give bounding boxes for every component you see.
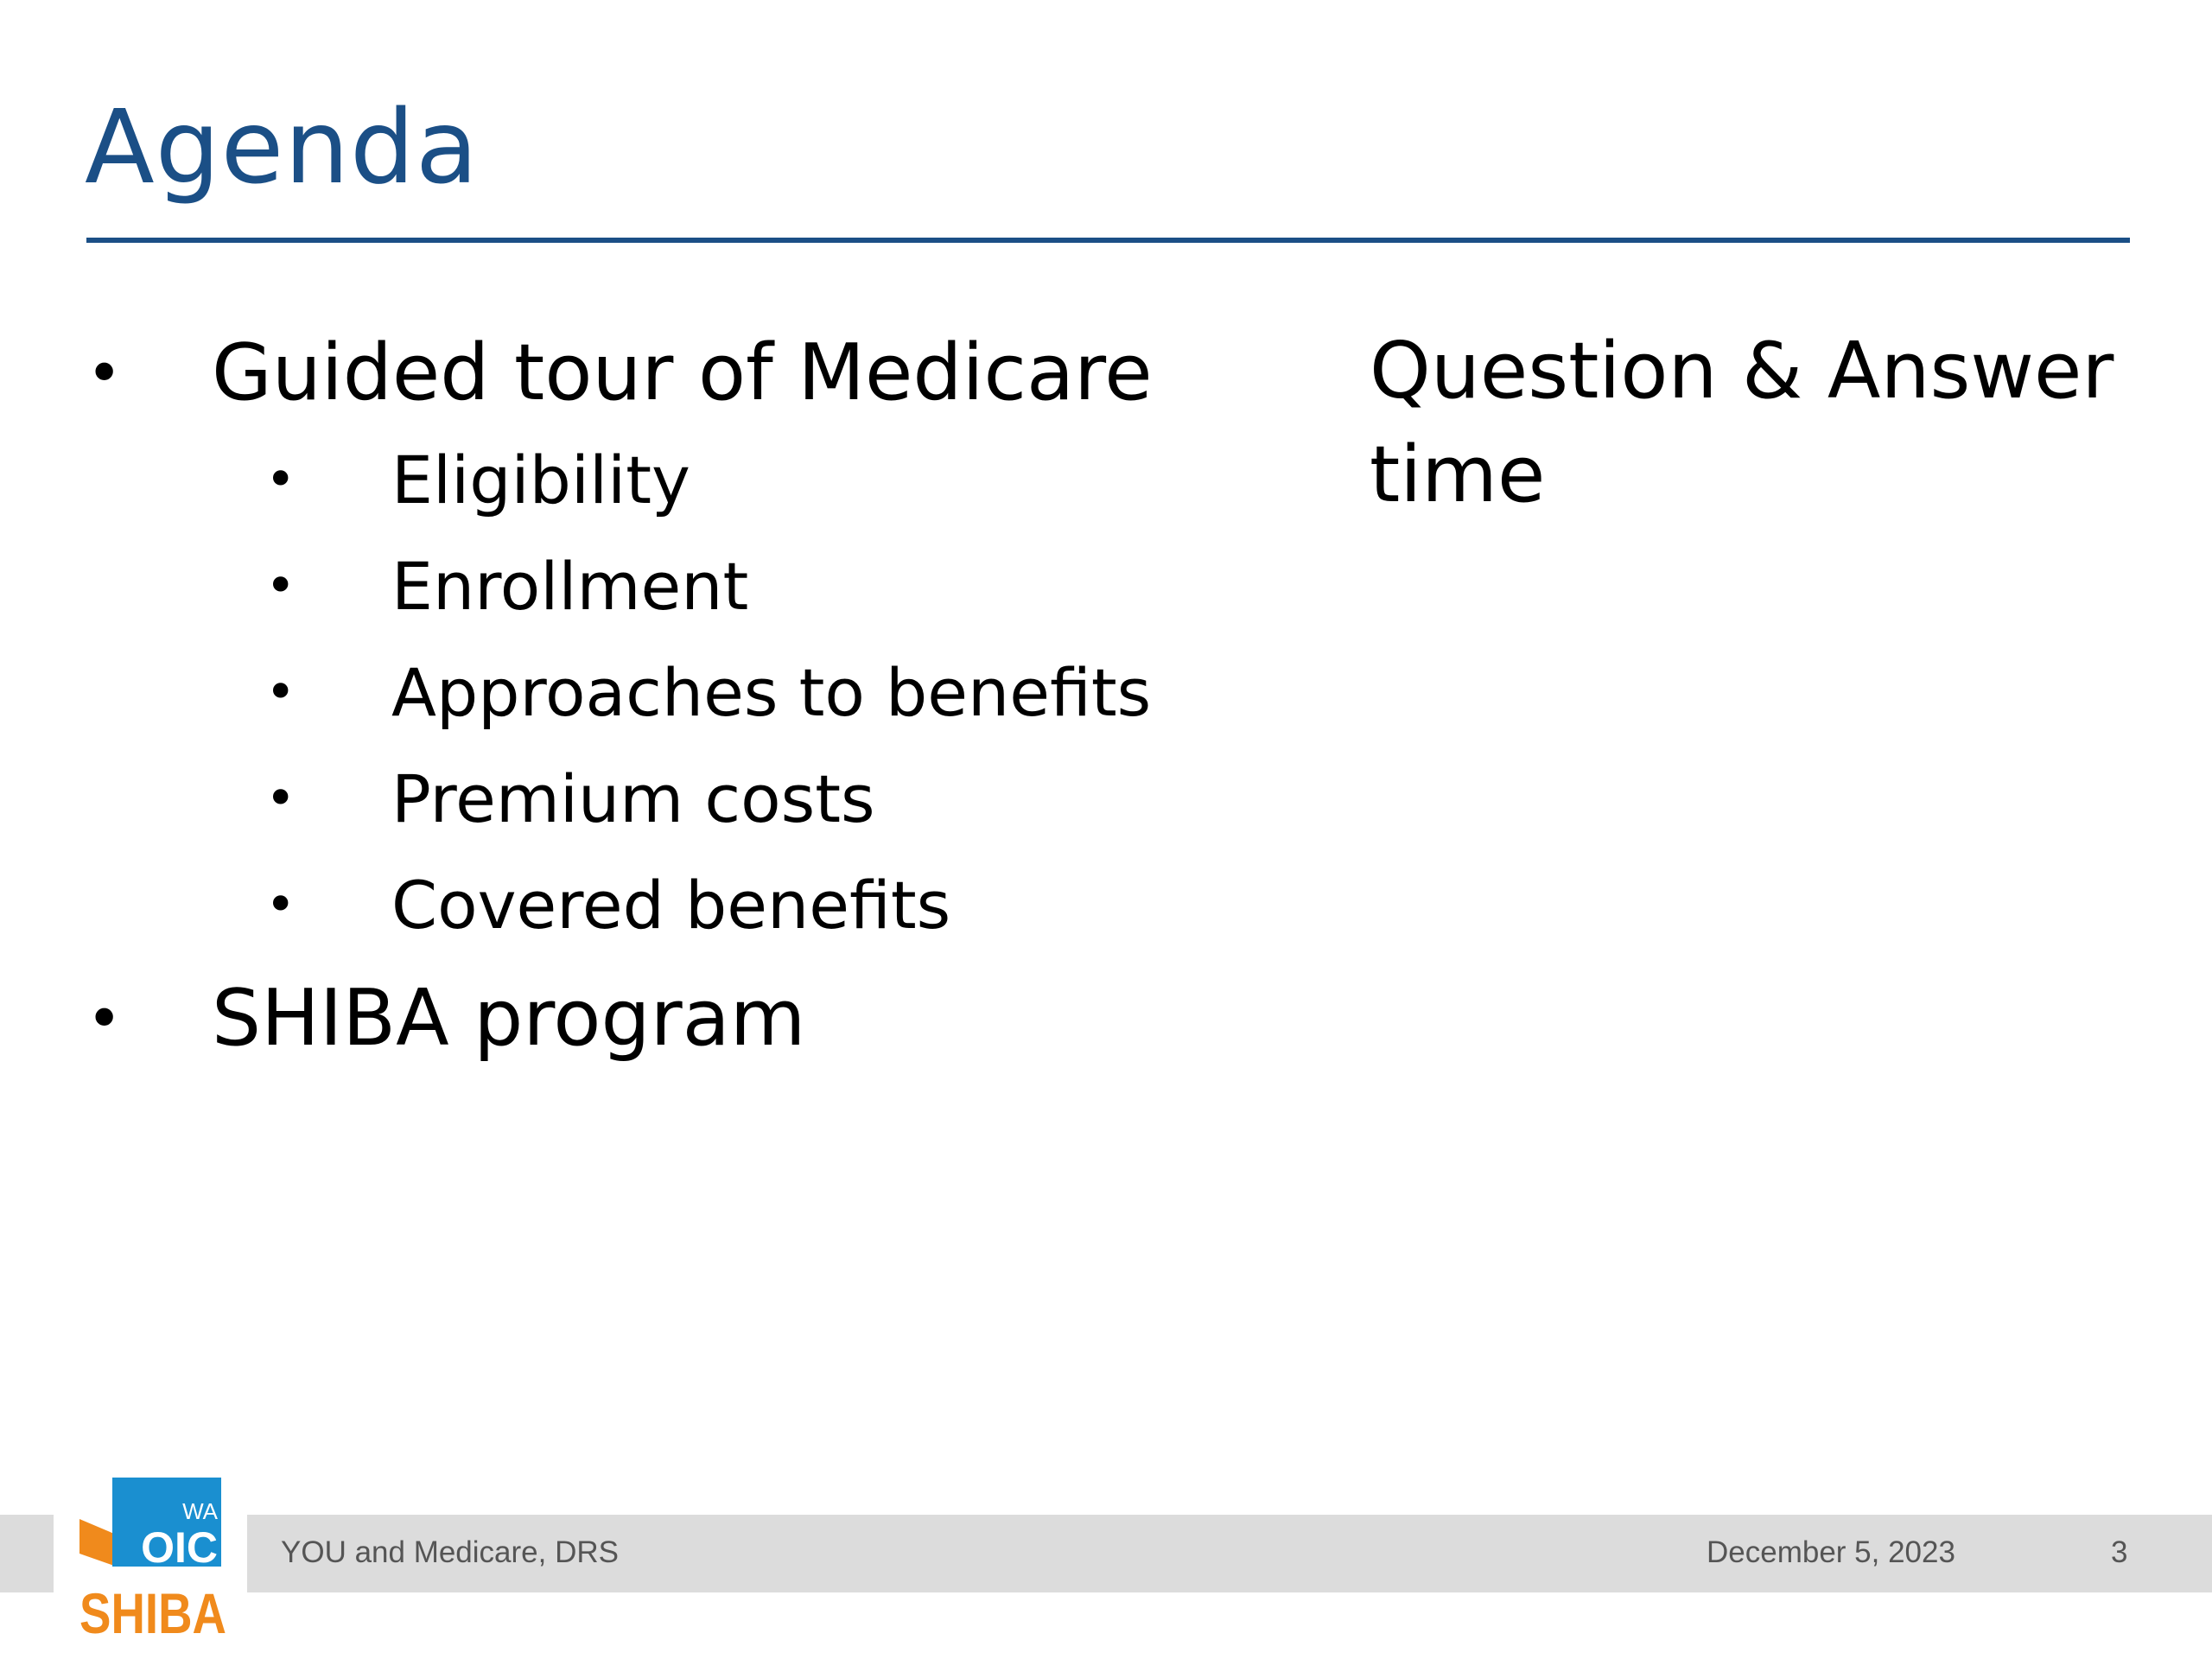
agenda-item-text: Guided tour of Medicare [212, 327, 1153, 418]
agenda-subitem [86, 852, 1296, 958]
bullet-icon: • [265, 662, 296, 722]
title-divider [86, 238, 2130, 243]
logo-graphic [54, 1469, 247, 1650]
right-column-text: Question & Answer time [1370, 326, 2114, 520]
agenda-subitem-text: Enrollment [391, 548, 749, 625]
logo-shiba-text: SHIBA [79, 1581, 226, 1645]
agenda-subitem-text: Approaches to benefits [391, 654, 1152, 731]
agenda-list [86, 320, 1296, 1072]
bullet-icon: • [265, 556, 296, 616]
footer-page-number: 3 [2111, 1535, 2128, 1569]
agenda-item [86, 965, 1296, 1072]
spacer [86, 958, 1296, 965]
logo-oic-text: OIC [141, 1523, 218, 1572]
logo-wa-text: WA [182, 1498, 218, 1524]
agenda-subitem [86, 746, 1296, 852]
agenda-subitem [86, 533, 1296, 639]
bullet-icon: • [86, 983, 123, 1054]
agenda-subitem [86, 639, 1296, 746]
agenda-subitem-text: Covered benefits [391, 867, 951, 944]
footer-date: December 5, 2023 [1707, 1535, 1955, 1569]
bullet-icon: • [265, 768, 296, 829]
agenda-subitem [86, 427, 1296, 533]
logo-orange-shape [79, 1519, 114, 1566]
oic-shiba-logo [54, 1469, 247, 1650]
slide-title: Agenda [85, 87, 480, 207]
footer-presentation-title: YOU and Medicare, DRS [281, 1535, 619, 1569]
bullet-icon: • [265, 874, 296, 935]
agenda-sublist [86, 427, 1296, 958]
agenda-subitem-text: Premium costs [391, 760, 875, 837]
bullet-icon: • [86, 338, 123, 409]
agenda-item-text: SHIBA program [212, 973, 806, 1064]
agenda-subitem-text: Eligibility [391, 442, 690, 518]
bullet-icon: • [265, 449, 296, 510]
agenda-item [86, 320, 1296, 427]
